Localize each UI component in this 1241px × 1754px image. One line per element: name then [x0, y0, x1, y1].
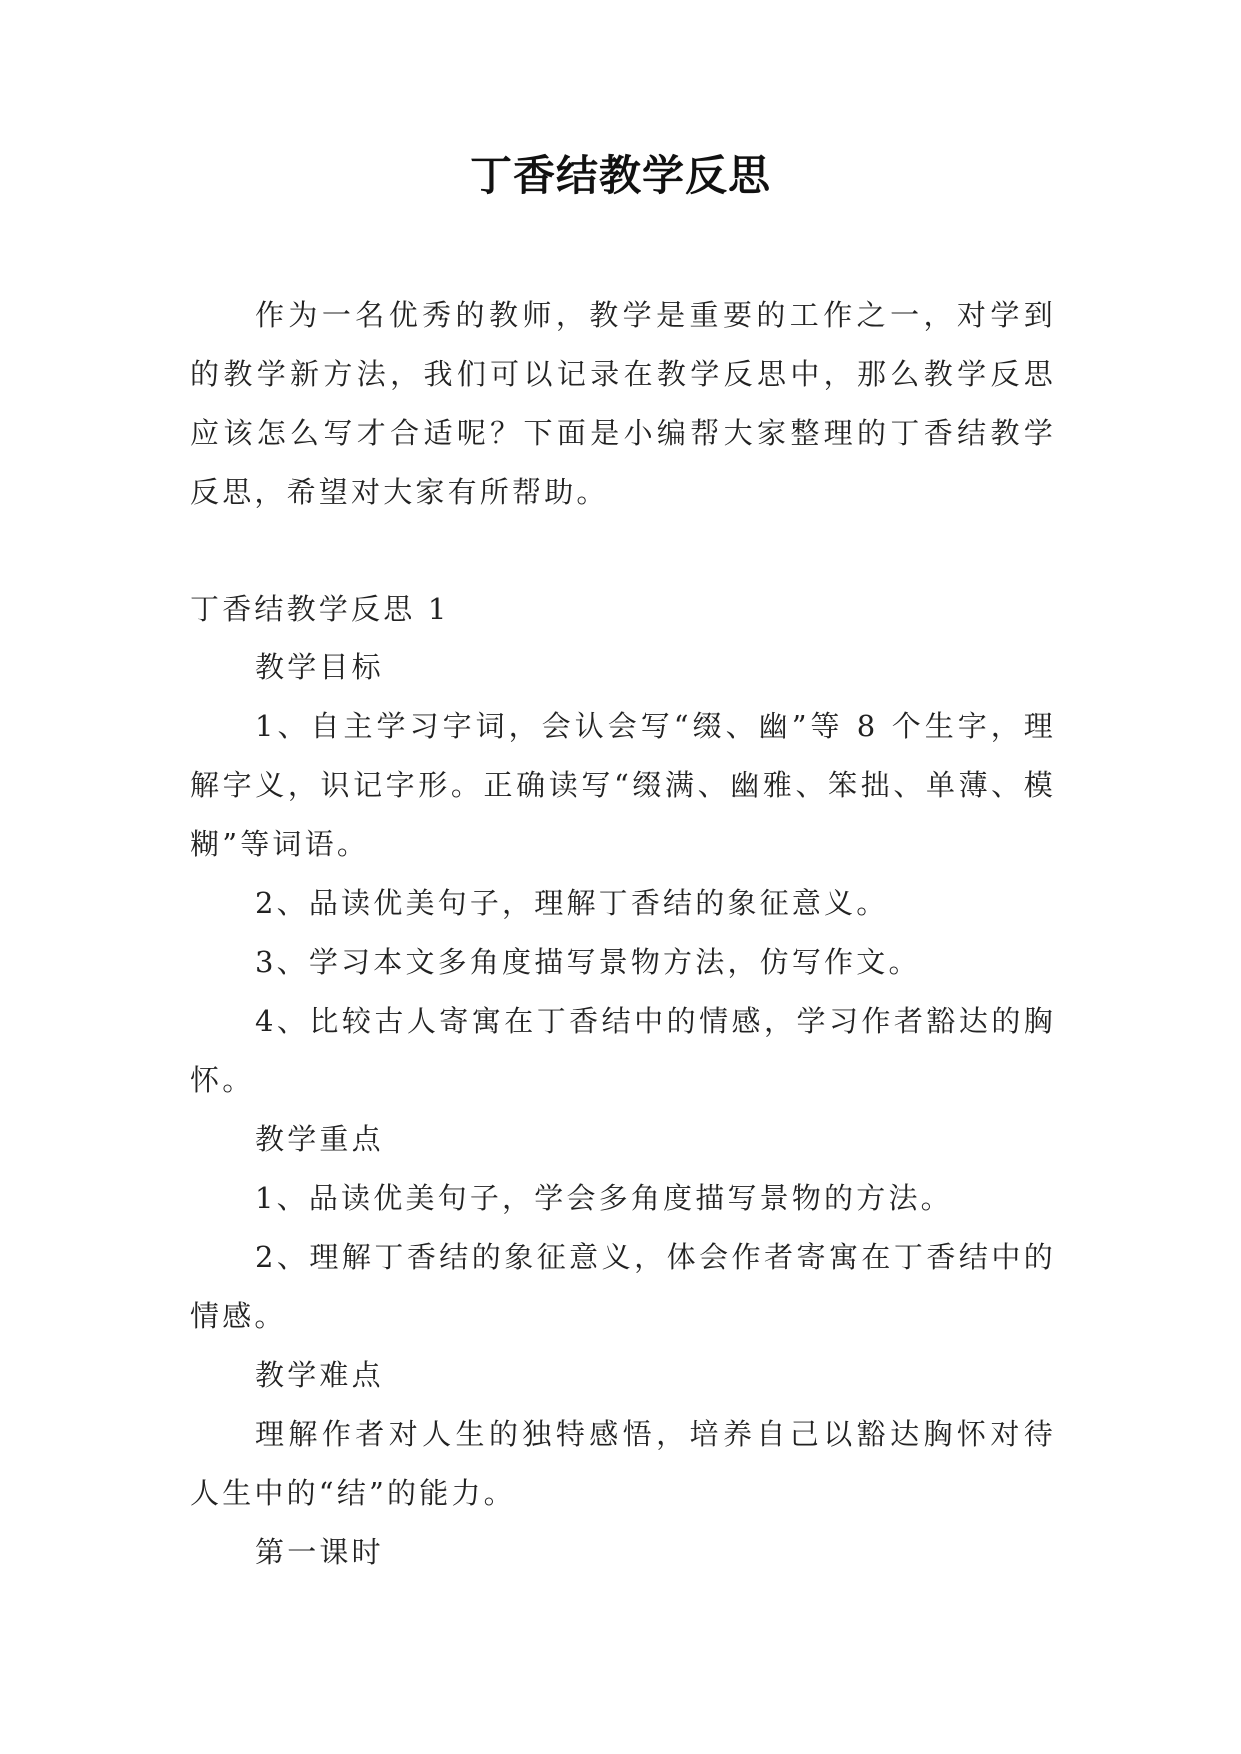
subheading-teaching-focus: 教学重点: [255, 1122, 384, 1156]
document-title: 丁香结教学反思: [469, 151, 771, 200]
intro-paragraph: 作为一名优秀的教师，教学是重要的工作之一，对学到的教学新方法，我们可以记录在教学反思中，那么教学反思应该怎么写才合适呢？下面是小编帮大家整理的丁香结教学反思，希望对大家有所帮助。: [190, 298, 1056, 509]
subheading-first-lesson: 第一课时: [255, 1535, 384, 1569]
focus-item-2: 2、理解丁香结的象征意义，体会作者寄寓在丁香结中的情感。: [190, 1240, 1056, 1333]
goal-item-4: 4、比较古人寄寓在丁香结中的情感，学习作者豁达的胸怀。: [190, 1004, 1056, 1097]
focus-item-1: 1、品读优美句子，学会多角度描写景物的方法。: [255, 1181, 953, 1215]
goal-item-2: 2、品读优美句子，理解丁香结的象征意义。: [255, 886, 889, 920]
goal-item-3: 3、学习本文多角度描写景物方法，仿写作文。: [255, 945, 921, 979]
section-body: [190, 638, 1056, 1582]
section-heading: 丁香结教学反思 1: [190, 592, 450, 626]
goal-item-1: 1、自主学习字词，会认会写“缀、幽”等 8 个生字，理解字义，识记字形。正确读写“缀满、幽雅、笨拙、单薄、模糊”等词语。: [190, 709, 1056, 861]
subheading-teaching-difficulty: 教学难点: [255, 1358, 384, 1392]
subheading-teaching-goals: 教学目标: [255, 650, 384, 684]
difficulty-item: 理解作者对人生的独特感悟，培养自己以豁达胸怀对待人生中的“结”的能力。: [190, 1417, 1056, 1510]
